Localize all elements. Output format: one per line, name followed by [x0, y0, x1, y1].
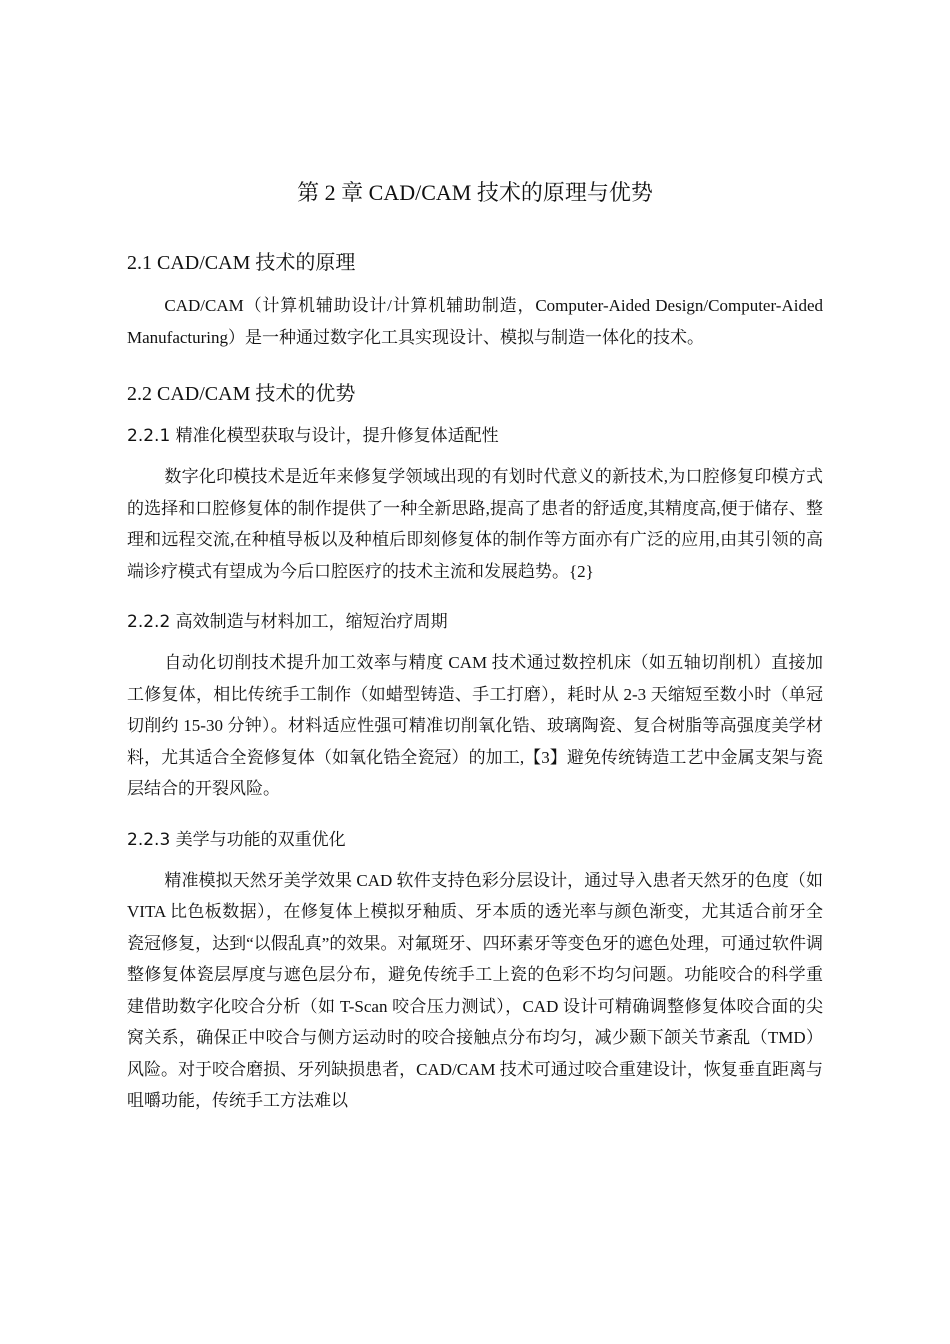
subsection-2-2-2-paragraph: 自动化切削技术提升加工效率与精度 CAM 技术通过数控机床（如五轴切削机）直接加工修复体，相比传统手工制作（如蜡型铸造、手工打磨），耗时从 2-3 天缩短至数小时（单冠切削约 15-30 分钟）。材料适应性强可精准切削氧化锆、玻璃陶瓷、复合树脂等高强度美学材料，尤其适合全瓷修复体（如氧化锆全瓷冠）的加工,【3】避免传统铸造工艺中金属支架与瓷层结合的开裂风险。	[127, 653, 823, 798]
document-page	[127, 176, 823, 1117]
subsection-2-2-1-paragraph: 数字化印模技术是近年来修复学领域出现的有划时代意义的新技术,为口腔修复印模方式的选择和口腔修复体的制作提供了一种全新思路,提高了患者的舒适度,其精度高,便于储存、整理和远程交流,在种植导板以及种植后即刻修复体的制作等方面亦有广泛的应用,由其引领的高端诊疗模式有望成为今后口腔医疗的技术主流和发展趋势。{2}	[127, 467, 823, 581]
section-heading-2-1: 2.1 CAD/CAM 技术的原理	[127, 252, 356, 274]
subsection-heading-2-2-1: 2.2.1 精准化模型获取与设计，提升修复体适配性	[127, 426, 499, 446]
subsection-heading-2-2-2: 2.2.2 高效制造与材料加工，缩短治疗周期	[127, 612, 448, 632]
section-heading-2-2: 2.2 CAD/CAM 技术的优势	[127, 383, 356, 405]
chapter-title: 第 2 章 CAD/CAM 技术的原理与优势	[297, 180, 653, 205]
section-2-1-paragraph: CAD/CAM（计算机辅助设计/计算机辅助制造，Computer-Aided Design/Computer-Aided Manufacturing）是一种通过数字化工具实现设计、模拟与制造一体化的技术。	[127, 296, 823, 347]
subsection-2-2-3-paragraph: 精准模拟天然牙美学效果 CAD 软件支持色彩分层设计，通过导入患者天然牙的色度（如 VITA 比色板数据），在修复体上模拟牙釉质、牙本质的透光率与颜色渐变，尤其适合前牙全瓷冠修复，达到“以假乱真”的效果。对氟斑牙、四环素牙等变色牙的遮色处理，可通过软件调整修复体瓷层厚度与遮色层分布，避免传统手工上瓷的色彩不均匀问题。功能咬合的科学重建借助数字化咬合分析（如 T-Scan 咬合压力测试），CAD 设计可精确调整修复体咬合面的尖窝关系，确保正中咬合与侧方运动时的咬合接触点分布均匀，减少颞下颌关节紊乱（TMD）风险。对于咬合磨损、牙列缺损患者，CAD/CAM 技术可通过咬合重建设计，恢复垂直距离与咀嚼功能，传统手工方法难以	[127, 870, 823, 1110]
subsection-heading-2-2-3: 2.2.3 美学与功能的双重优化	[127, 829, 346, 850]
